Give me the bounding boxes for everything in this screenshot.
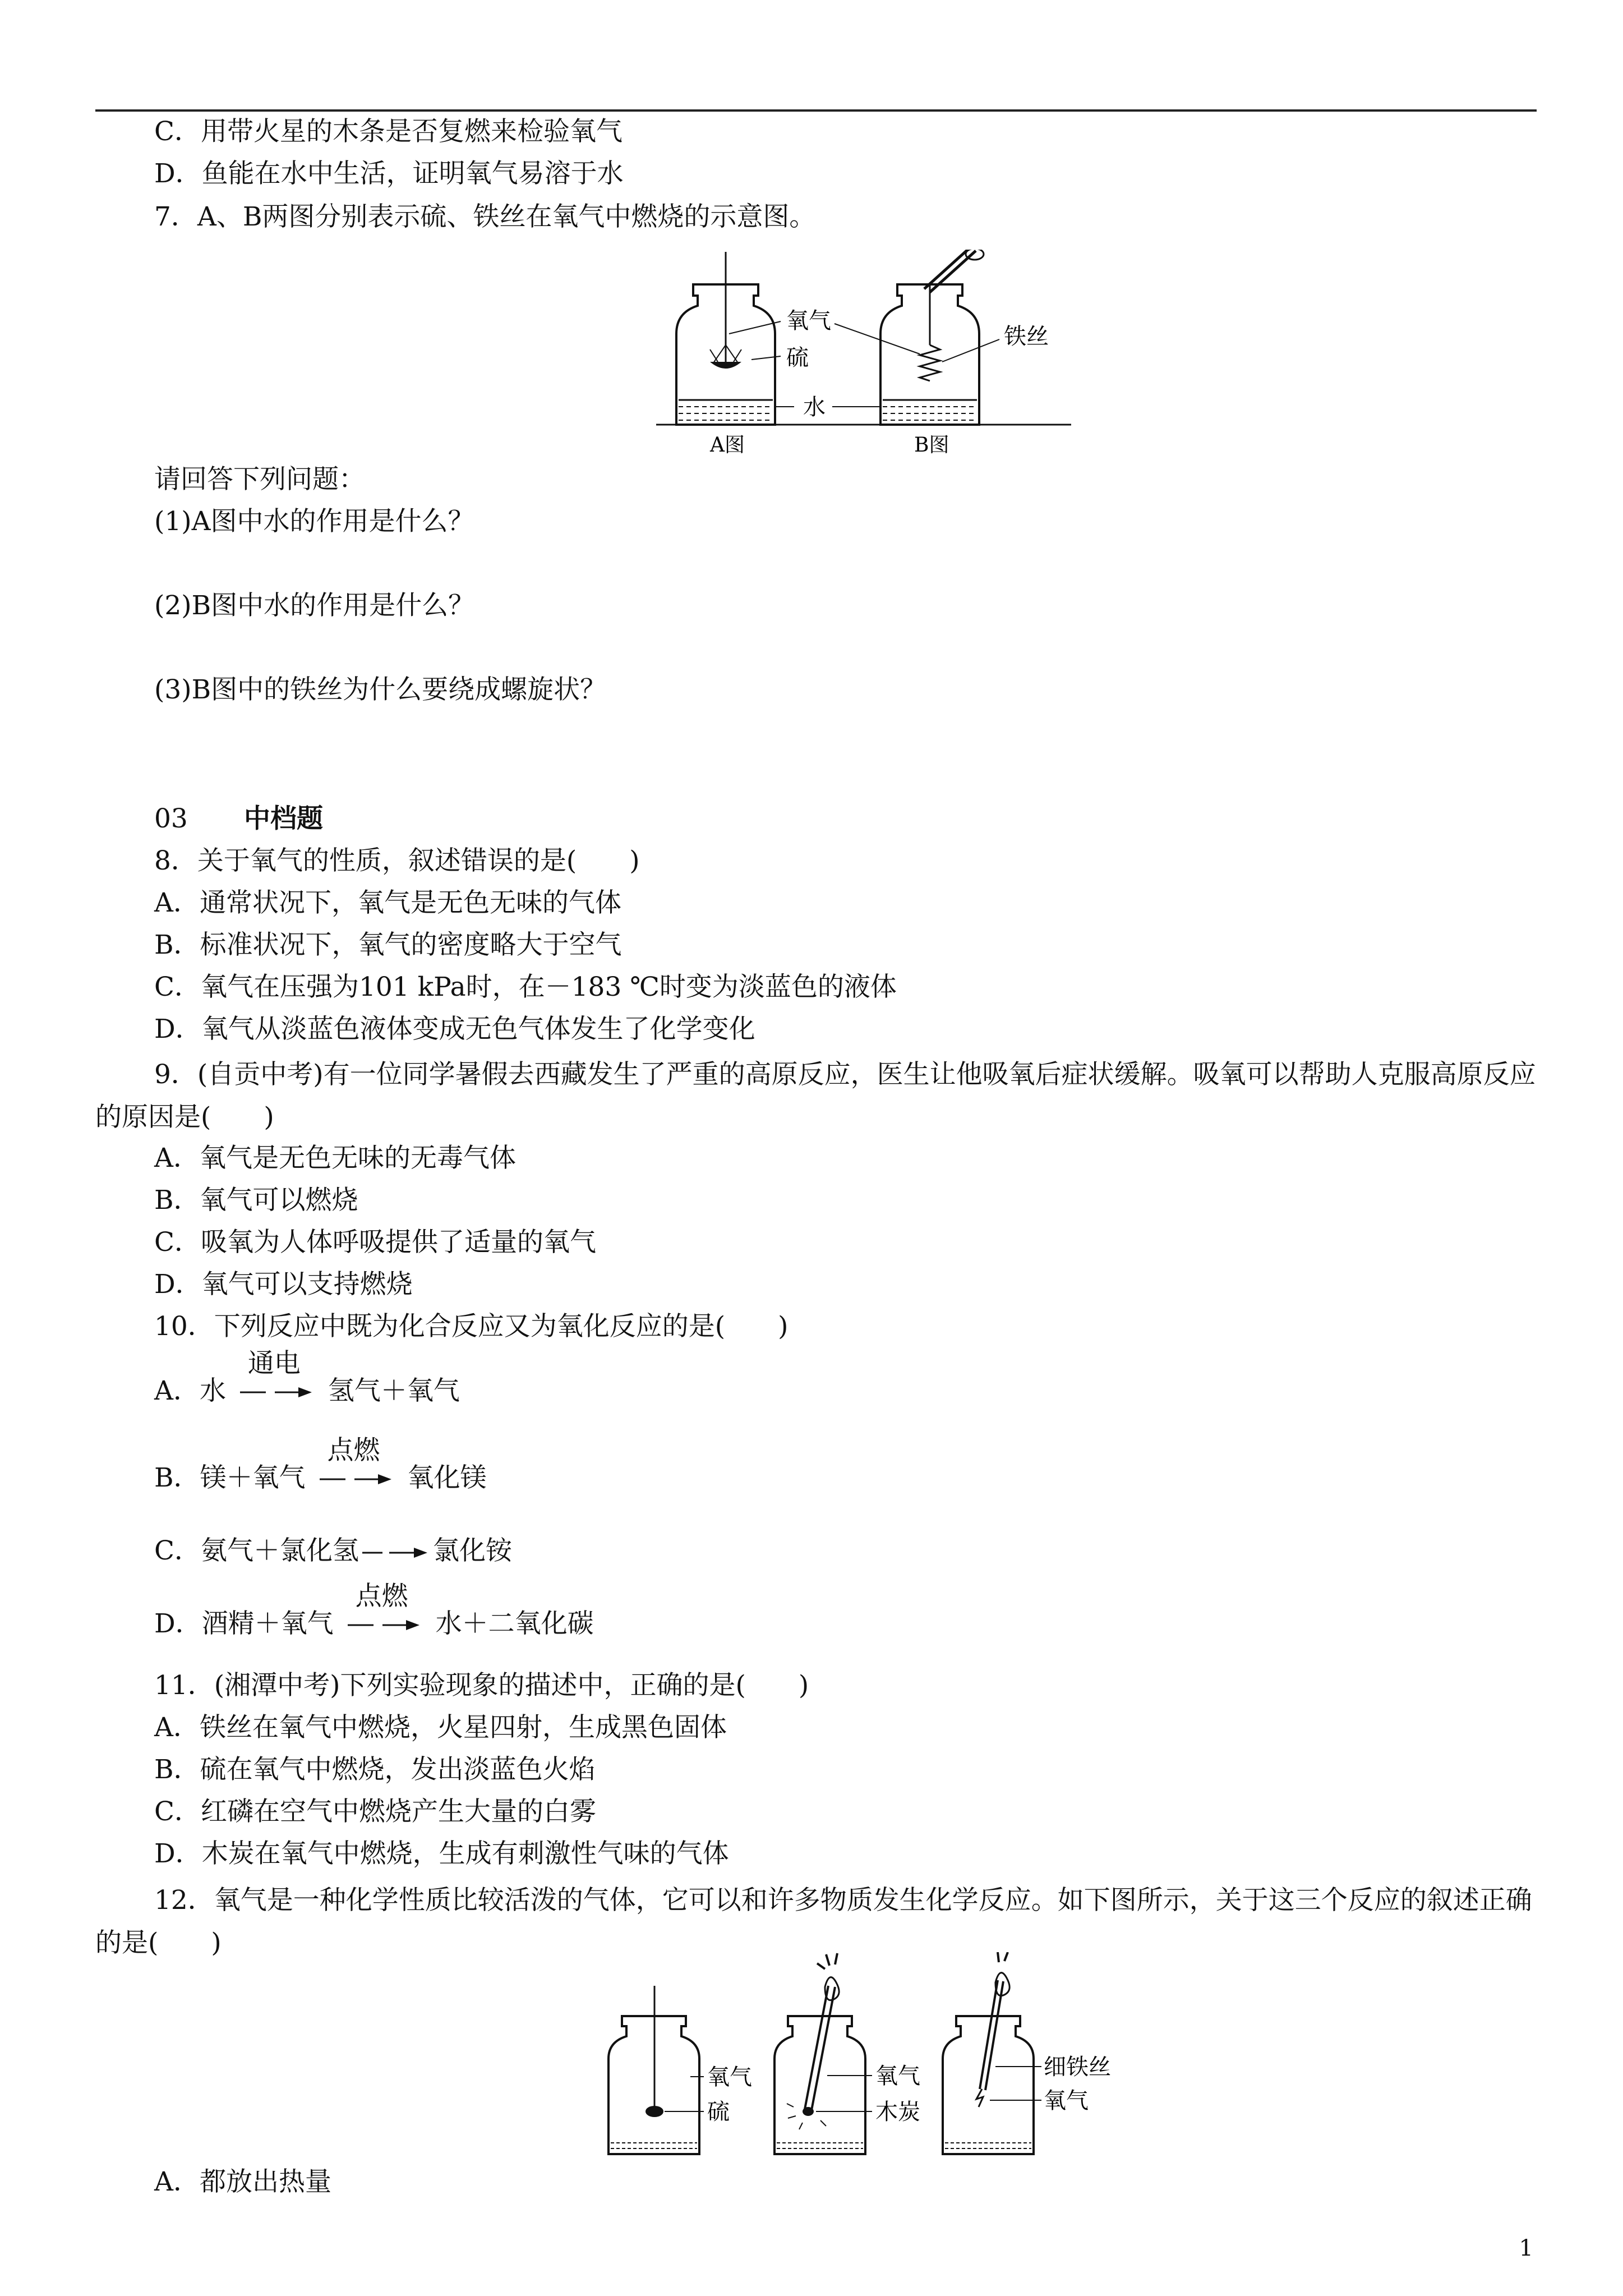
- jar-a: [676, 252, 781, 425]
- q10-a-left: A．水: [154, 1375, 226, 1406]
- q9-stem: 9．(自贡中考)有一位同学暑假去西藏发生了严重的高原反应，医生让他吸氧后症状缓解。吸氧可以帮助人克服高原反应的原因是( ): [95, 1059, 1536, 1133]
- q10-b-left: B．镁＋氧气: [154, 1462, 306, 1493]
- q10-c-left: C．氨气＋氯化氢: [154, 1535, 359, 1566]
- q7-sub2: (2)B图中水的作用是什么？: [154, 590, 475, 621]
- caption-a: A图: [710, 434, 745, 457]
- q8-stem: 8．关于氧气的性质，叙述错误的是( ): [154, 845, 640, 876]
- q12-jar2-charcoal: 木炭: [875, 2099, 920, 2125]
- q10-d-right: 水＋二氧化碳: [435, 1608, 594, 1639]
- label-oxygen: 氧气: [786, 308, 831, 334]
- q10-c-right: 氯化铵: [432, 1535, 512, 1566]
- q12-jar-charcoal: [774, 1953, 872, 2154]
- q10-d-arrow: [345, 1581, 424, 1642]
- q12-figure: [603, 1952, 1130, 2160]
- q12-jar1-sulfur: 硫: [707, 2099, 730, 2125]
- q8-option-a: A．通常状况下，氧气是无色无味的气体: [154, 887, 621, 918]
- q12-jar3-iron-wire: 细铁丝: [1044, 2054, 1111, 2080]
- q7-figure: [656, 250, 1071, 457]
- q10-b-right: 氧化镁: [407, 1462, 487, 1493]
- section-header: [154, 802, 323, 836]
- q12-jar-iron: [943, 1952, 1041, 2154]
- caption-b: B图: [914, 434, 949, 457]
- q12-jar1-oxygen: 氧气: [707, 2064, 752, 2090]
- q10-a-condition: 通电: [247, 1348, 301, 1379]
- header-rule: [95, 109, 1537, 112]
- q8-option-d: D．氧气从淡蓝色液体变成无色气体发生了化学变化: [154, 1014, 755, 1045]
- q11-option-b: B．硫在氧气中燃烧，发出淡蓝色火焰: [154, 1754, 596, 1785]
- q12-stem: 12．氧气是一种化学性质比较活泼的气体，它可以和许多物质发生化学反应。如下图所示，关于这三个反应的叙述正确的是( ): [95, 1885, 1532, 1958]
- label-iron-wire: 铁丝: [1004, 324, 1049, 349]
- q11-option-c: C．红磷在空气中燃烧产生大量的白雾: [154, 1796, 596, 1827]
- q7-prompt: 请回答下列问题：: [154, 464, 365, 495]
- q11-option-d: D．木炭在氧气中燃烧，生成有刺激性气味的气体: [154, 1838, 729, 1869]
- q10-stem: 10．下列反应中既为化合反应又为氧化反应的是( ): [154, 1311, 789, 1342]
- q7-stem: 7．A、B两图分别表示硫、铁丝在氧气中燃烧的示意图。: [154, 201, 816, 232]
- q10-a-right: 氢气＋氧气: [328, 1375, 460, 1406]
- q10-d-left: D．酒精＋氧气: [154, 1608, 334, 1639]
- jar-b: [834, 250, 999, 425]
- q8-option-c: C．氧气在压强为101 kPa时，在－183 ℃时变为淡蓝色的液体: [154, 972, 897, 1002]
- q12-jar-sulfur: [608, 1986, 704, 2154]
- section-number: 03: [154, 803, 188, 834]
- q12-option-a: A．都放出热量: [154, 2166, 331, 2197]
- q10-b-condition: 点燃: [327, 1435, 380, 1466]
- q12-jar3-oxygen: 氧气: [1044, 2088, 1089, 2114]
- q7-sub3: (3)B图中的铁丝为什么要绕成螺旋状？: [154, 674, 607, 705]
- section-title: 中档题: [244, 803, 323, 834]
- q9-option-b: B．氧气可以燃烧: [154, 1185, 358, 1216]
- q7-sub1: (1)A图中水的作用是什么？: [154, 506, 474, 537]
- q10-c-arrow: [362, 1544, 430, 1561]
- q6-option-d: D．鱼能在水中生活，证明氧气易溶于水: [154, 158, 624, 189]
- label-water: 水: [803, 394, 826, 420]
- q8-option-b: B．标准状况下，氧气的密度略大于空气: [154, 930, 622, 960]
- q12-jar2-oxygen: 氧气: [875, 2063, 920, 2089]
- q10-option-a: [154, 1348, 460, 1410]
- q10-d-condition: 点燃: [355, 1581, 408, 1612]
- label-sulfur: 硫: [786, 345, 809, 371]
- q11-option-a: A．铁丝在氧气中燃烧，火星四射，生成黑色固体: [154, 1712, 727, 1743]
- q9-option-a: A．氧气是无色无味的无毒气体: [154, 1143, 516, 1174]
- q10-b-arrow: [317, 1435, 396, 1497]
- q11-stem: 11．(湘潭中考)下列实验现象的描述中，正确的是( ): [154, 1670, 809, 1701]
- q10-option-d: [154, 1581, 594, 1642]
- q9-option-c: C．吸氧为人体呼吸提供了适量的氧气: [154, 1227, 596, 1258]
- q10-option-c: [154, 1534, 512, 1568]
- q10-option-b: [154, 1435, 487, 1497]
- q6-option-c: C．用带火星的木条是否复燃来检验氧气: [154, 116, 623, 147]
- page-number: 1: [1519, 2235, 1533, 2261]
- q10-a-arrow: [238, 1348, 316, 1410]
- q9-option-d: D．氧气可以支持燃烧: [154, 1269, 413, 1300]
